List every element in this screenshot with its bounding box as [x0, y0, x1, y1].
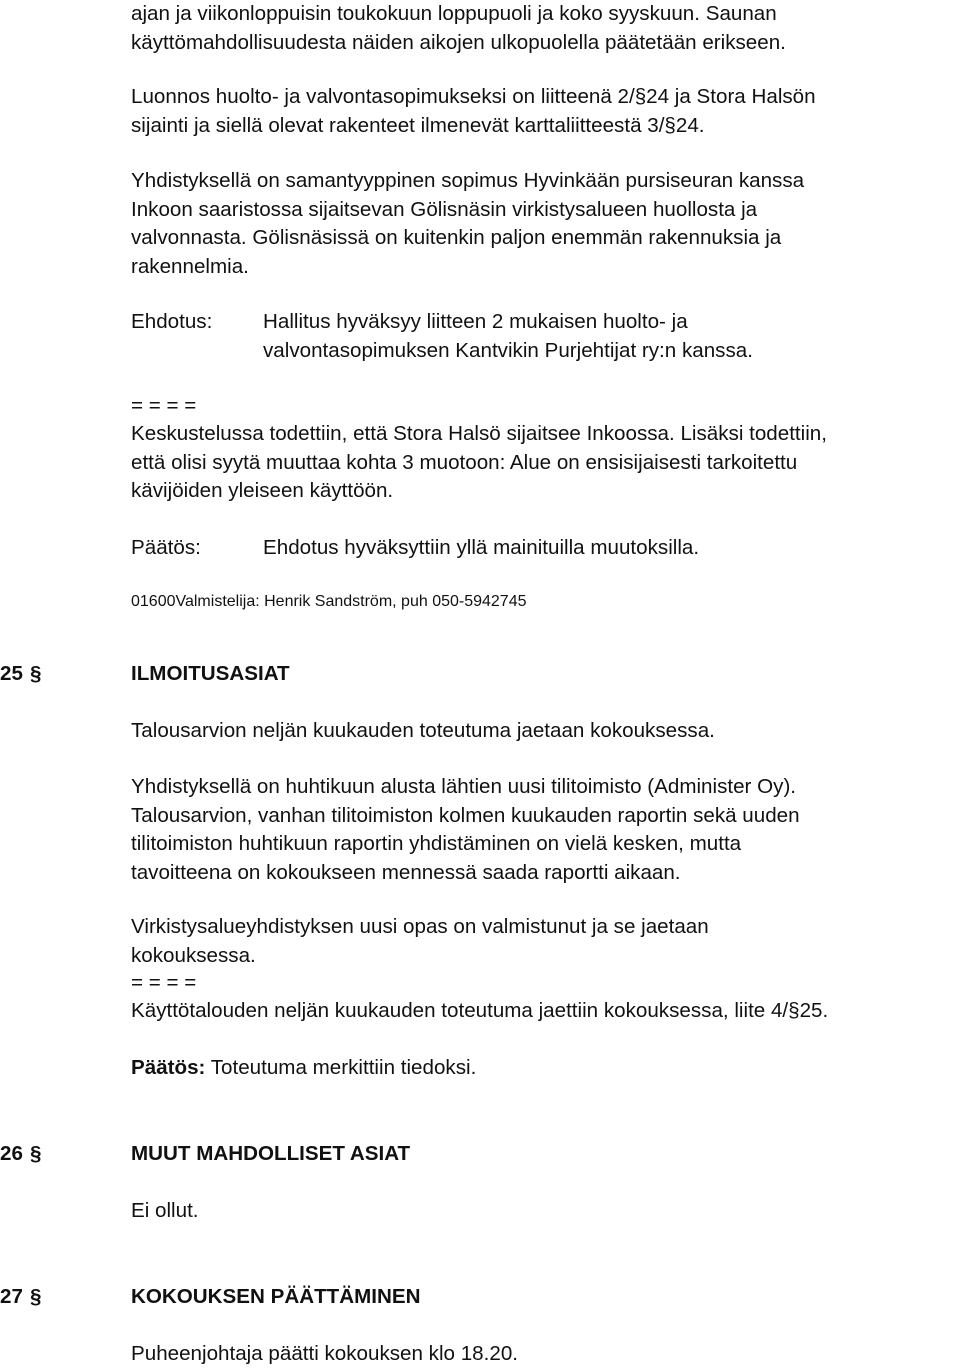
section-sign-icon: § — [30, 1142, 42, 1165]
text-line: Yhdistyksellä on samantyyppinen sopimus Hyvinkään pursiseuran kanssa — [131, 169, 805, 192]
text-line: sijainti ja siellä olevat rakenteet ilmenevät karttaliitteestä 3/§24. — [131, 113, 705, 137]
paragraph-new-guide — [131, 913, 960, 970]
preparer-line: 01600Valmistelija: Henrik Sandström, puh 050-5942745 — [131, 593, 527, 610]
section-heading-26 — [0, 1139, 960, 1169]
text-line: Hallitus hyväksyy liitteen 2 mukaisen huolto- ja — [263, 310, 688, 333]
section-heading-27 — [0, 1282, 960, 1312]
proposal-text — [263, 308, 960, 365]
section-title: ILMOITUSASIAT — [131, 662, 290, 685]
section-title: KOKOUKSEN PÄÄTTÄMINEN — [131, 1285, 421, 1308]
section-sign-icon: § — [30, 1285, 42, 1308]
paragraph-similar-agreement — [131, 167, 960, 281]
paragraph-sauna-times — [131, 0, 960, 57]
text-line: Yhdistyksellä on huhtikuun alusta lähtien uusi tilitoimisto (Administer Oy). — [131, 775, 797, 798]
text-line: Virkistysalueyhdistyksen uusi opas on valmistunut ja se jaetaan — [131, 915, 709, 938]
decision-label: Päätös: — [131, 1056, 206, 1079]
text-line: valvontasopimuksen Kantvikin Purjehtijat ry:n kanssa. — [263, 338, 753, 362]
paragraph-meeting-closed: Puheenjohtaja päätti kokouksen klo 18.20. — [131, 1342, 518, 1365]
paragraph-discussion — [131, 420, 960, 506]
text-line: kävijöiden yleiseen käyttöön. — [131, 479, 394, 502]
section-number: 25 — [0, 662, 23, 685]
proposal-label: Ehdotus: — [131, 310, 213, 333]
decision-label: Päätös: — [131, 536, 201, 559]
separator-line: = = = = — [131, 971, 197, 994]
text-line: tavoitteena on kokoukseen mennessä saada raportti aikaan. — [131, 860, 681, 884]
decision-text: Toteutuma merkittiin tiedoksi. — [205, 1056, 477, 1079]
section-title: MUUT MAHDOLLISET ASIAT — [131, 1142, 411, 1165]
text-line: rakennelmia. — [131, 254, 249, 278]
text-line: kokouksessa. — [131, 943, 256, 967]
text-line: että olisi syytä muuttaa kohta 3 muotoon: Alue on ensisijaisesti tarkoitettu — [131, 450, 798, 474]
text-line: Talousarvion, vanhan tilitoimiston kolmen kuukauden raportin sekä uuden — [131, 803, 800, 827]
text-line: Inkoon saaristossa sijaitsevan Gölisnäsin virkistysalueen huollosta ja — [131, 197, 758, 221]
section-sign-icon: § — [30, 662, 42, 685]
paragraph-operating-budget: Käyttötalouden neljän kuukauden toteutuma jaettiin kokouksessa, liite 4/§25. — [131, 999, 829, 1022]
paragraph-contract-draft — [131, 83, 960, 140]
text-line: ajan ja viikonloppuisin toukokuun loppupuoli ja koko syyskuun. Saunan — [131, 2, 777, 25]
decision-text — [263, 534, 960, 563]
section-number: 26 — [0, 1142, 23, 1165]
decision-line — [131, 1054, 960, 1083]
section-number: 27 — [0, 1285, 23, 1308]
text-line: tilitoimiston huhtikuun raportin yhdistäminen on vielä kesken, mutta — [131, 832, 742, 855]
text-line: valvonnasta. Gölisnäsissä on kuitenkin paljon enemmän rakennuksia ja — [131, 226, 782, 249]
paragraph-new-accounting-firm — [131, 773, 960, 887]
text-line: Luonnos huolto- ja valvontasopimukseksi on liitteenä 2/§24 ja Stora Halsön — [131, 85, 816, 108]
paragraph-none: Ei ollut. — [131, 1199, 199, 1222]
text-line: käyttömahdollisuudesta näiden aikojen ulkopuolella päätetään erikseen. — [131, 30, 786, 54]
text-line: Keskustelussa todettiin, että Stora Halsö sijaitsee Inkoossa. Lisäksi todettiin, — [131, 422, 827, 445]
paragraph-budget-distribution: Talousarvion neljän kuukauden toteutuma jaetaan kokouksessa. — [131, 719, 715, 742]
text-line: Ehdotus hyväksyttiin yllä mainituilla muutoksilla. — [263, 536, 700, 559]
section-heading-25 — [0, 659, 960, 689]
separator-line: = = = = — [131, 394, 197, 417]
